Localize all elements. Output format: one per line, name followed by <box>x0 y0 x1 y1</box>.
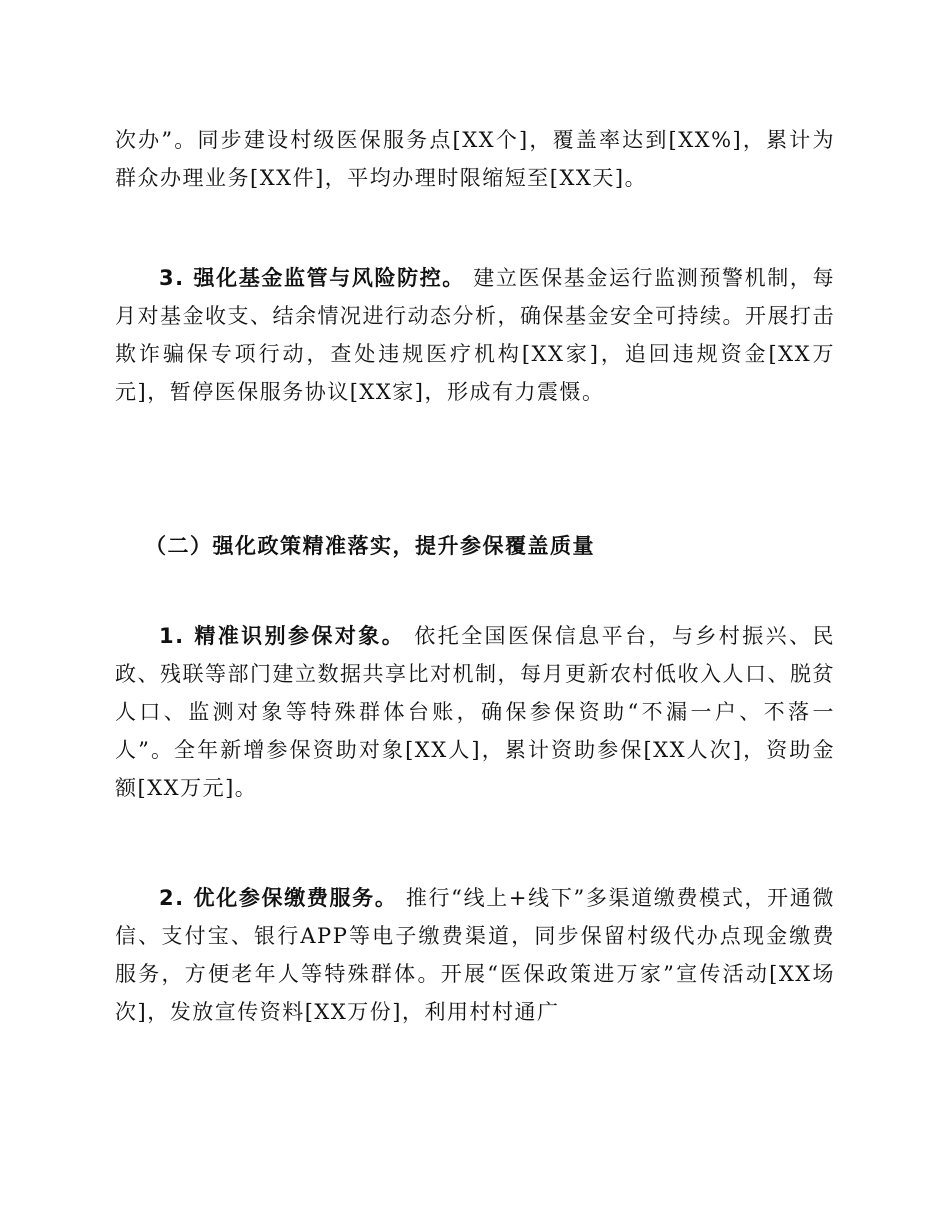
paragraph-heading: 1. 精准识别参保对象。 <box>159 624 406 648</box>
paragraph-heading: 3. 强化基金监管与风险防控。 <box>159 266 465 290</box>
paragraph-fund-supervision <box>115 259 835 411</box>
paragraph-heading: 2. 优化参保缴费服务。 <box>159 886 398 910</box>
paragraph-body: 推行“线上+线下”多渠道缴费模式，开通微信、支付宝、银行APP等电子缴费渠道，同步保留村级代办点现金缴费服务，方便老年人等特殊群体。开展“医保政策进万家”宣传活动[XX场次]，发放宣传资料[XX万份]，利用村村通广 <box>115 886 835 1024</box>
paragraph-identify-insured <box>115 617 835 807</box>
paragraph-continuation <box>115 121 835 197</box>
paragraph-body: 次办”。同步建设村级医保服务点[XX个]，覆盖率达到[XX%]，累计为群众办理业务[XX件]，平均办理时限缩短至[XX天]。 <box>115 128 835 190</box>
paragraph-body: 建立医保基金运行监测预警机制，每月对基金收支、结余情况进行动态分析，确保基金安全可持续。开展打击欺诈骗保专项行动，查处违规医疗机构[XX家]，追回违规资金[XX万元]，暂停医保服务协议[XX家]，形成有力震慑。 <box>115 266 835 404</box>
paragraph-body: 依托全国医保信息平台，与乡村振兴、民政、残联等部门建立数据共享比对机制，每月更新农村低收入人口、脱贫人口、监测对象等特殊群体台账，确保参保资助“不漏一户、不落一人”。全年新增参保资助对象[XX人]，累计资助参保[XX人次]，资助金额[XX万元]。 <box>115 624 835 800</box>
paragraph-payment-service <box>115 879 835 1031</box>
section-heading: （二）强化政策精准落实，提升参保覆盖质量 <box>145 534 595 558</box>
